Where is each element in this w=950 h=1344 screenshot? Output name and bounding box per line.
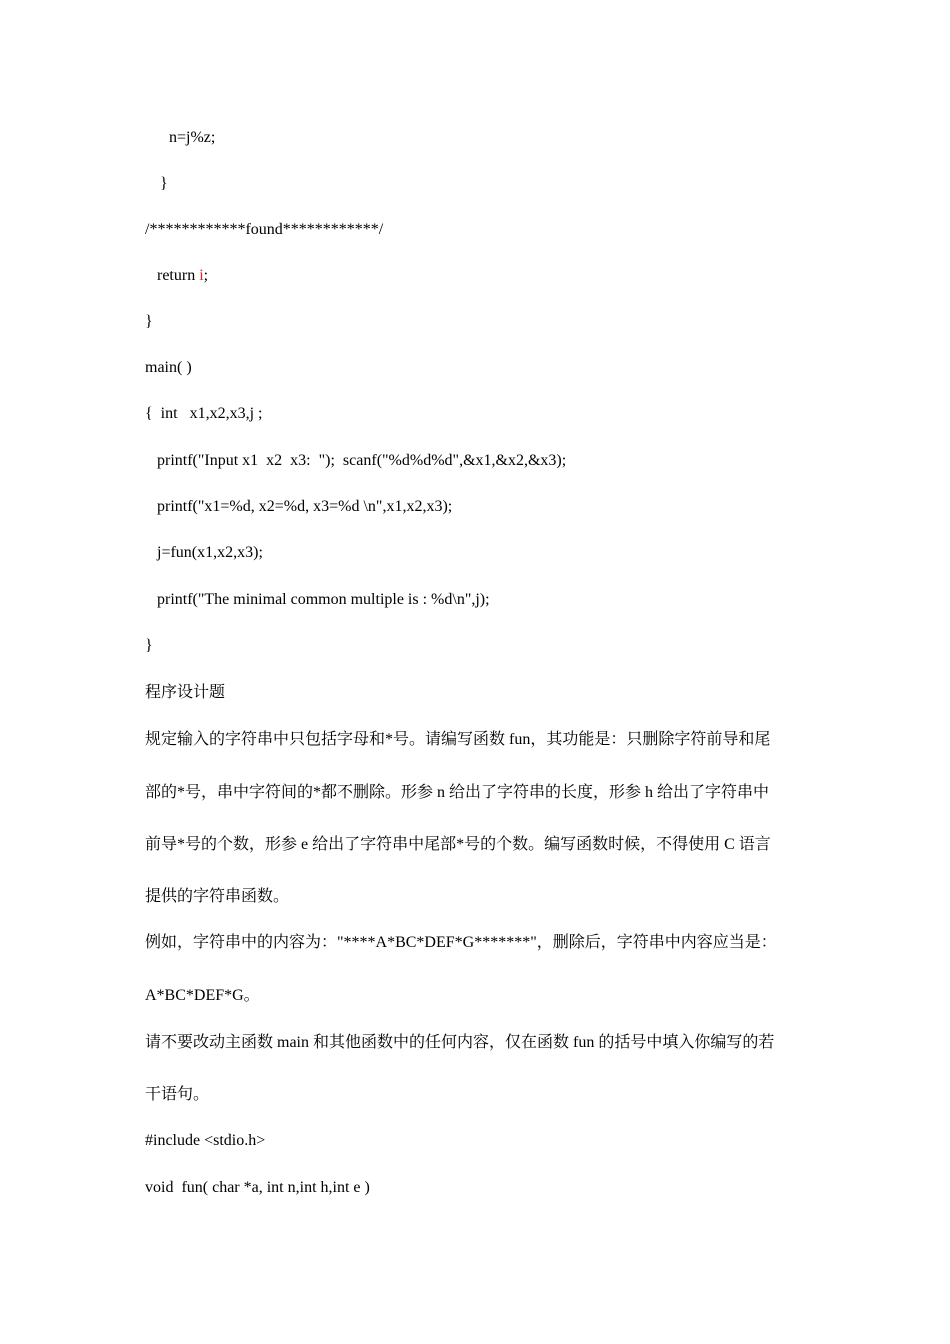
instruction-line: 干语句。 — [145, 1086, 210, 1103]
code-line: } — [160, 175, 168, 192]
paragraph-line: 提供的字符串函数。 — [145, 888, 290, 905]
code-line-fun-signature: void fun( char *a, int n,int h,int e ) — [145, 1179, 370, 1196]
code-line-input: printf("Input x1 x2 x3: "); scanf("%d%d%d",&x1,&x2,&x3); — [157, 452, 567, 469]
code-line-call: j=fun(x1,x2,x3); — [157, 544, 263, 561]
paragraph-line: 规定输入的字符串中只包括字母和*号。请编写函数 fun，其功能是：只删除字符前导和尾 — [145, 731, 771, 748]
example-line: 例如，字符串中的内容为："****A*BC*DEF*G*******"，删除后，字符串中内容应当是： — [145, 934, 777, 951]
section-title: 程序设计题 — [145, 684, 226, 701]
code-keyword: return — [157, 267, 200, 284]
code-line-decl: { int x1,x2,x3,j ; — [145, 405, 263, 422]
paragraph-line: 前导*号的个数，形参 e 给出了字符串中尾部*号的个数。编写函数时候，不得使用 C 语言 — [145, 836, 771, 853]
code-line: } — [145, 637, 153, 654]
code-line-include: #include <stdio.h> — [145, 1132, 266, 1149]
code-comment-found: /************found************/ — [145, 221, 384, 238]
code-line: } — [145, 313, 153, 330]
code-punct: ; — [203, 267, 209, 284]
example-result: A*BC*DEF*G。 — [145, 987, 260, 1004]
instruction-line: 请不要改动主函数 main 和其他函数中的任何内容，仅在函数 fun 的括号中填入你编写的若 — [145, 1034, 775, 1051]
paragraph-line: 部的*号，串中字符间的*都不删除。形参 n 给出了字符串的长度，形参 h 给出了字符串中 — [145, 784, 770, 801]
code-line-main: main( ) — [145, 359, 192, 376]
code-line-print: printf("x1=%d, x2=%d, x3=%d \n",x1,x2,x3); — [157, 498, 453, 515]
code-line-return — [157, 265, 208, 287]
code-line: n=j%z; — [169, 129, 216, 146]
code-line-output: printf("The minimal common multiple is : %d\n",j); — [157, 591, 490, 608]
highlighted-answer: i — [199, 267, 204, 284]
